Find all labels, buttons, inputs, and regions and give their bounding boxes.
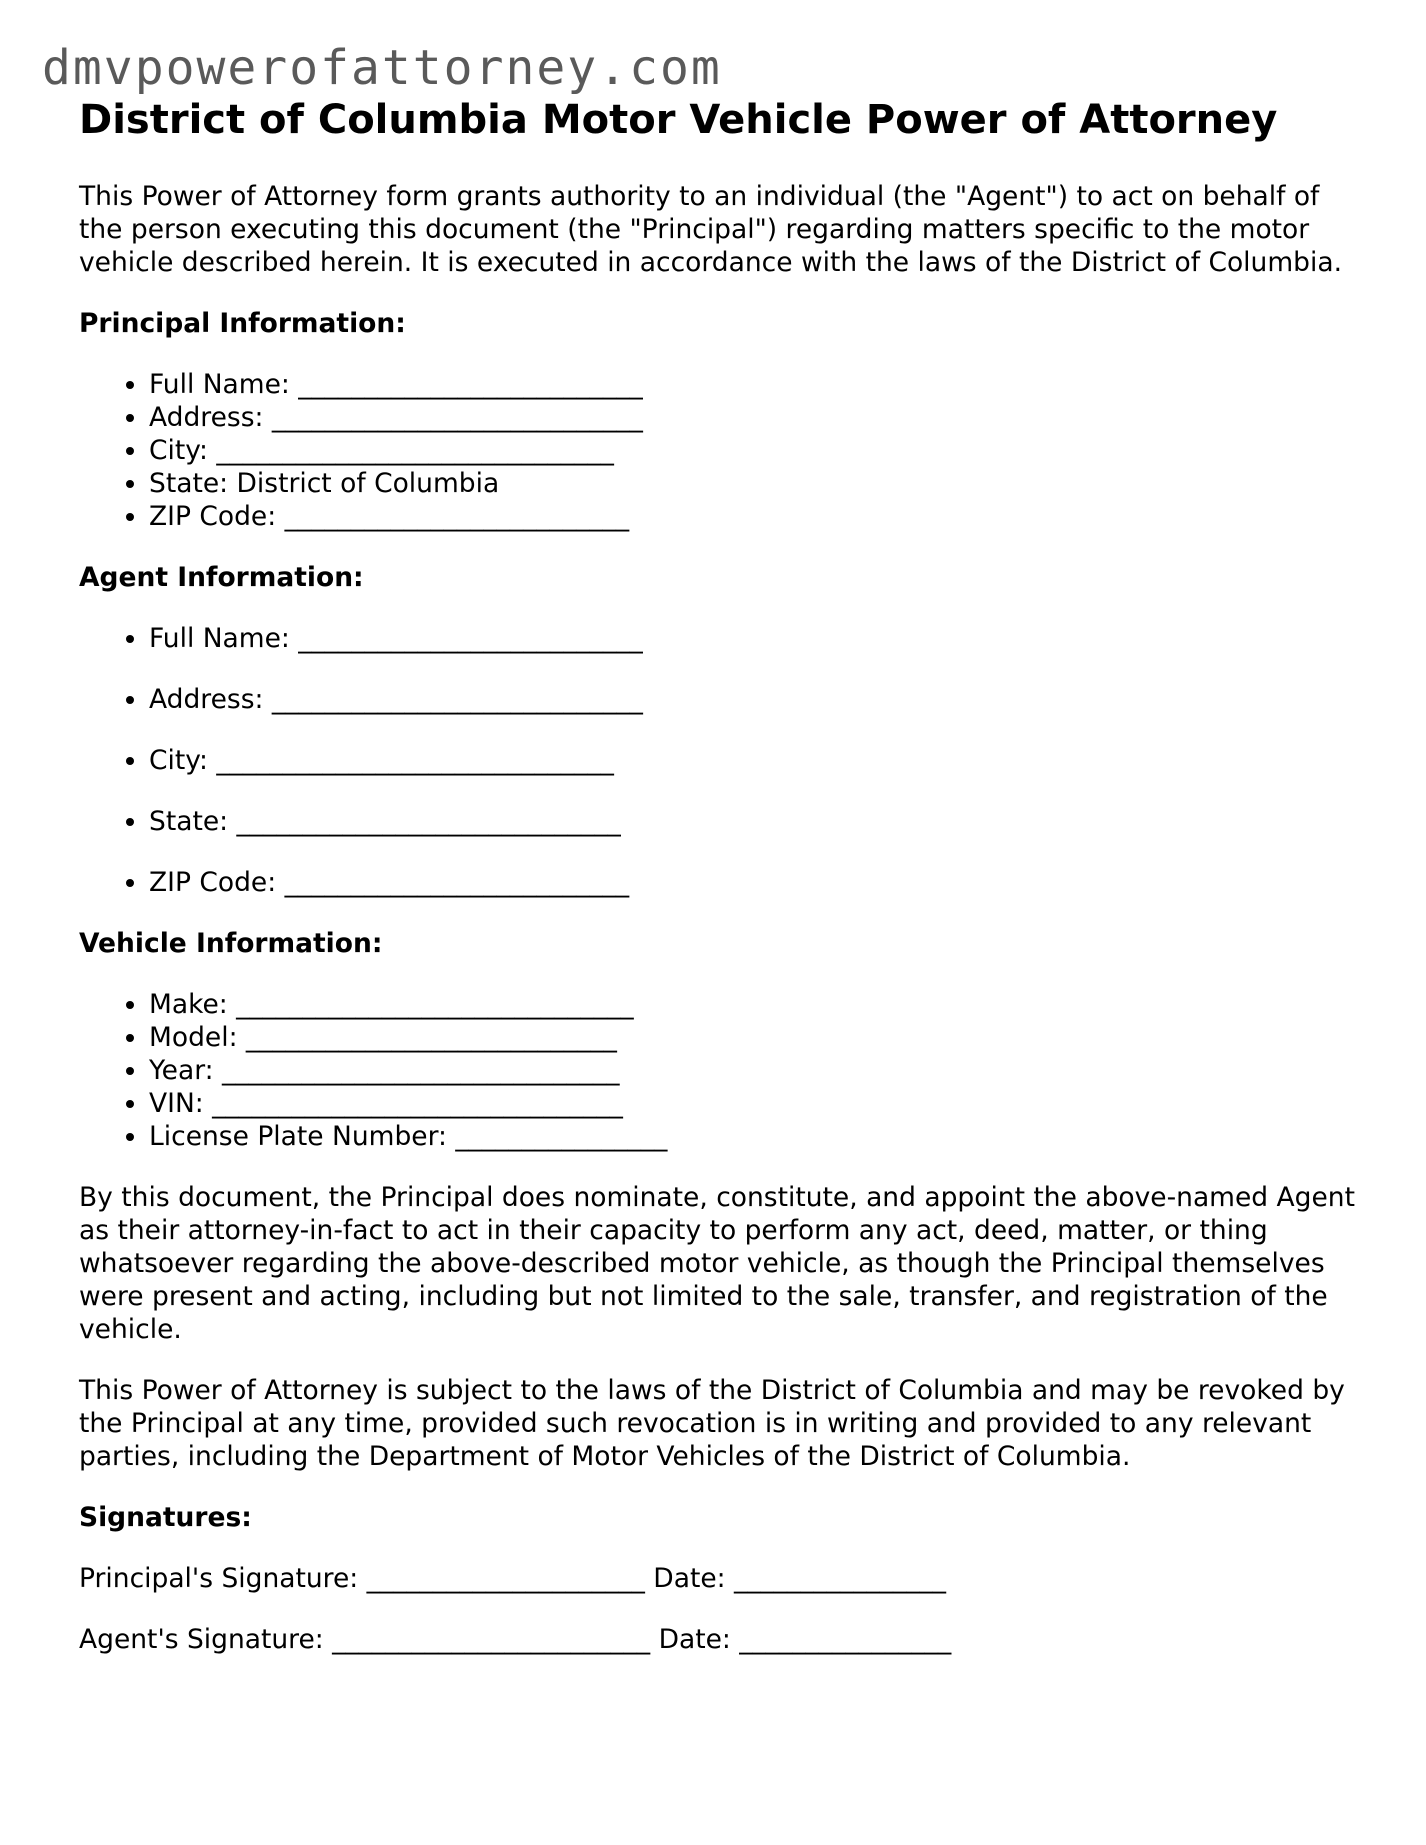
agent-heading: Agent Information: [79, 562, 364, 593]
principal-full-name-field: • Full Name: __________________________ [149, 368, 1359, 401]
vehicle-vin-field: • VIN: _______________________________ [149, 1087, 1359, 1120]
watermark: dmvpowerofattorney.com [42, 40, 722, 96]
principal-zip-field: • ZIP Code: __________________________ [149, 500, 1359, 533]
appointment-paragraph: By this document, the Principal does nominate, constitute, and appoint the above-named Agent as their attorney-in-fact to act in their capacity to perform any act, deed, matter, or thing whatsoever regarding the above-described motor vehicle, as though the Principal themselves were present and acting, including but not limited to the sale, transfer, and registration of the vehicle. [79, 1182, 1355, 1345]
agent-full-name-field: • Full Name: __________________________ [149, 622, 1359, 655]
principal-address-field: • Address: ____________________________ [149, 401, 1359, 434]
vehicle-heading: Vehicle Information: [79, 928, 383, 959]
agent-city-field: • City: ______________________________ [149, 744, 1359, 777]
document-title: District of Columbia Motor Vehicle Power of Attorney [79, 97, 1278, 143]
vehicle-plate-field: • License Plate Number: ________________ [149, 1120, 1359, 1153]
agent-zip-field: • ZIP Code: __________________________ [149, 866, 1359, 899]
signature-block [79, 1562, 1359, 1656]
principal-fields [79, 368, 1359, 533]
principal-city-field: • City: ______________________________ [149, 434, 1359, 467]
revocation-paragraph: This Power of Attorney is subject to the laws of the District of Columbia and may be revoked by the Principal at any time, provided such revocation is in writing and provided to any relevant parties, including the Department of Motor Vehicles of the District of Columbia. [79, 1375, 1345, 1472]
agent-address-field: • Address: ____________________________ [149, 683, 1359, 716]
intro-paragraph: This Power of Attorney form grants authority to an individual (the "Agent") to act on behalf of the person executing this document (the "Principal") regarding matters specific to the motor vehicle described herein. It is executed in accordance with the laws of the District of Columbia. [79, 181, 1342, 278]
signatures-heading: Signatures: [79, 1502, 252, 1533]
vehicle-year-field: • Year: ______________________________ [149, 1054, 1359, 1087]
agent-fields [79, 622, 1359, 899]
principal-state-field: • State: District of Columbia [149, 467, 1359, 500]
principal-heading: Principal Information: [79, 308, 406, 339]
agent-signature-line: Agent's Signature: ________________________ Date: ________________ [79, 1624, 952, 1655]
vehicle-model-field: • Model: ____________________________ [149, 1021, 1359, 1054]
vehicle-make-field: • Make: ______________________________ [149, 988, 1359, 1021]
agent-state-field: • State: _____________________________ [149, 805, 1359, 838]
document-page [79, 96, 1359, 1656]
vehicle-fields [79, 988, 1359, 1153]
principal-signature-line: Principal's Signature: _____________________ Date: ________________ [79, 1563, 946, 1594]
